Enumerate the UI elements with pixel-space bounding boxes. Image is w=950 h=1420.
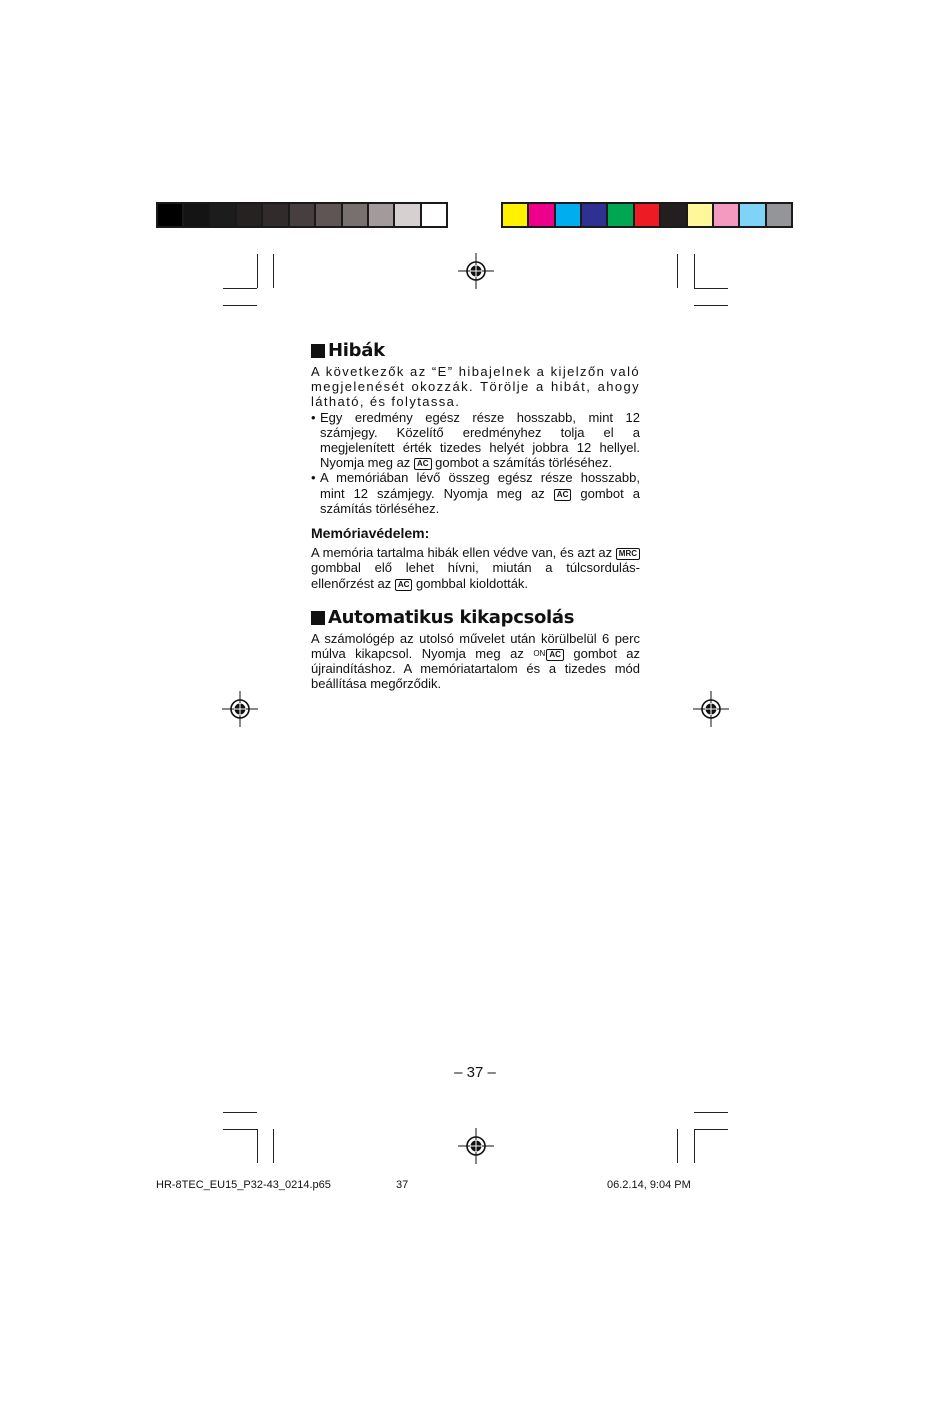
ac-key-icon: AC xyxy=(395,579,413,591)
color-swatch xyxy=(369,204,395,226)
color-swatch xyxy=(263,204,289,226)
color-calibration-strip xyxy=(501,202,793,228)
footer-filename: HR-8TEC_EU15_P32-43_0214.p65 xyxy=(156,1179,331,1191)
crop-mark xyxy=(694,1112,728,1113)
ac-key-icon: AC xyxy=(554,489,572,501)
crop-mark xyxy=(694,305,728,306)
crop-mark xyxy=(694,1129,695,1163)
registration-mark-icon xyxy=(691,689,731,729)
bullet-dot-icon: • xyxy=(311,470,316,486)
color-swatch xyxy=(422,204,446,226)
crop-mark xyxy=(273,254,274,288)
color-swatch xyxy=(316,204,342,226)
ac-key-icon: AC xyxy=(414,458,432,470)
errors-list xyxy=(311,410,640,516)
color-swatch xyxy=(688,204,714,226)
grayscale-calibration-strip xyxy=(156,202,448,228)
page-content xyxy=(311,340,640,692)
errors-intro: A következők az “E” hibajelnek a kijelzőn való megjelenését okozzák. Törölje a hibát, ahogy látható, és folytassa. xyxy=(311,364,640,410)
memory-protection-text: A memória tartalma hibák ellen védve van, és azt az MRC gombbal elő lehet hívni, miután a túlcsordulás-ellenőrzést az AC gombbal kioldották. xyxy=(311,545,640,591)
crop-mark xyxy=(694,288,728,289)
section-heading-auto-off xyxy=(311,607,640,629)
color-swatch xyxy=(211,204,237,226)
crop-mark xyxy=(257,254,258,288)
color-swatch xyxy=(661,204,687,226)
crop-mark xyxy=(677,1129,678,1163)
list-item: • A memóriában lévő összeg egész része hosszabb, mint 12 számjegy. Nyomja meg az AC gombot a számítás törléséhez. xyxy=(311,470,641,516)
crop-mark xyxy=(223,1129,257,1130)
list-item: • Egy eredmény egész része hosszabb, mint 12 számjegy. Közelítő eredményhez tolja el a megjelenített érték tizedes helyét jobbra 12 hellyel. Nyomja meg az AC gombot a számítás törléséhez. xyxy=(311,409,640,471)
footer-page: 37 xyxy=(396,1179,409,1191)
crop-mark xyxy=(694,1129,728,1130)
color-swatch xyxy=(184,204,210,226)
section-title: Automatikus kikapcsolás xyxy=(328,606,575,628)
color-swatch xyxy=(395,204,421,226)
color-swatch xyxy=(290,204,316,226)
memory-protection-heading: Memóriavédelem: xyxy=(311,525,430,542)
color-swatch xyxy=(714,204,740,226)
color-swatch xyxy=(740,204,766,226)
crop-mark xyxy=(273,1129,274,1163)
ac-key-icon: AC xyxy=(546,649,564,661)
color-swatch xyxy=(237,204,263,226)
crop-mark xyxy=(694,254,695,288)
crop-mark xyxy=(257,1129,258,1163)
on-label: ON xyxy=(533,649,546,659)
color-swatch xyxy=(582,204,608,226)
section-heading-errors xyxy=(311,340,640,362)
color-swatch xyxy=(556,204,582,226)
color-swatch xyxy=(158,204,184,226)
square-bullet-icon xyxy=(311,611,325,625)
section-title: Hibák xyxy=(328,340,385,361)
crop-mark xyxy=(677,254,678,288)
auto-off-text: A számológép az utolsó művelet után körülbelül 6 perc múlva kikapcsol. Nyomja meg az ON AC gombot az újraindításhoz. A memóriatartalom és a tizedes mód beállítása megőrződik. xyxy=(311,630,640,692)
footer-datetime: 06.2.14, 9:04 PM xyxy=(607,1179,691,1191)
square-bullet-icon xyxy=(311,344,325,358)
page-number: – 37 – xyxy=(454,1064,496,1081)
registration-mark-icon xyxy=(456,1126,496,1166)
crop-mark xyxy=(223,288,257,289)
registration-mark-icon xyxy=(220,689,260,729)
color-swatch xyxy=(343,204,369,226)
color-swatch xyxy=(608,204,634,226)
color-swatch xyxy=(529,204,555,226)
color-swatch xyxy=(767,204,791,226)
registration-mark-icon xyxy=(456,251,496,291)
color-swatch xyxy=(503,204,529,226)
crop-mark xyxy=(223,305,257,306)
color-swatch xyxy=(635,204,661,226)
mrc-key-icon: MRC xyxy=(616,548,640,560)
crop-mark xyxy=(223,1112,257,1113)
bullet-dot-icon: • xyxy=(311,409,316,425)
